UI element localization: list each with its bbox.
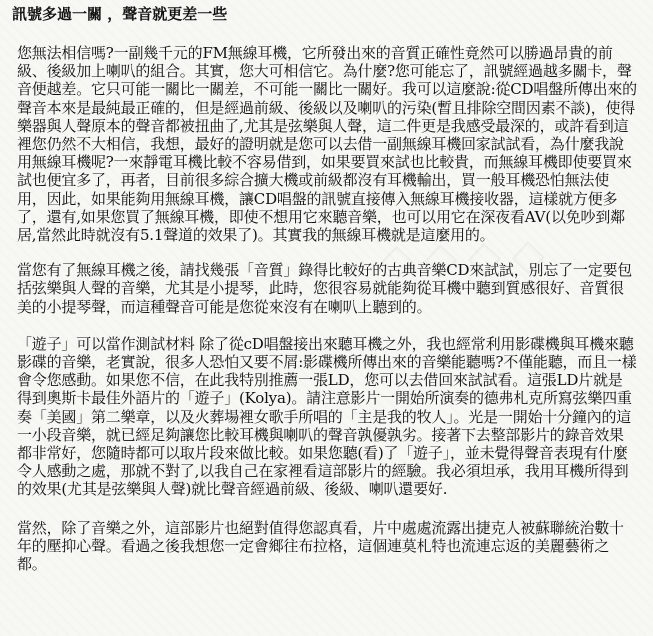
paragraph-1: 您無法相信嗎?一副幾千元的FM無線耳機，它所發出來的音質正確性竟然可以勝過昂貴的前級、後級加上喇叭的組合。其實，您大可相信它。為什麼?您可能忘了，訊號經過越多關卡，聲音便越差。它只可能一關比一關差，不可能一關比一關好。我可以這麼說:從CD唱盤所傳出來的聲音本來是最純最正確的，但是經過前級、後級以及喇叭的污染(暫且排除空間因素不談)，使得樂器與人聲原本的聲音都被扭曲了,尤其是弦樂與人聲，這二件更是我感受最深的，或許看到這裡您仍然不大相信，我想，最好的證明就是您可以去借一副無線耳機回家試試看，為什麼我說用無線耳機呢?一來靜電耳機比較不容易借到，如果要買來試也比較貴，而無線耳機即使要買來試也便宜多了，再者，目前很多綜合擴大機或前級都沒有耳機輸出，買一般耳機恐怕無法使用，因此，如果能夠用無線耳機，讓CD唱盤的訊號直接傳入無線耳機接收器，這樣就方便多了，還有,如果您買了無線耳機，即使不想用它來聽音樂，也可以用它在深夜看AV(以免吵到鄰居,當然此時就沒有5.1聲道的效果了)。其實我的無線耳機就是這麼用的。 xyxy=(17,44,637,245)
article-body xyxy=(17,44,637,573)
paragraph-2: 當您有了無線耳機之後，請找幾張「音質」錄得比較好的古典音樂CD來試試，別忘了一定要包括弦樂與人聲的音樂，尤其是小提琴，此時，您很容易就能夠從耳機中聽到質感很好、音質很美的小提琴聲，而這種聲音可能是您從來沒有在喇叭上聽到的。 xyxy=(17,261,633,316)
paragraph-4: 當然，除了音樂之外，這部影片也絕對值得您認真看，片中處處流露出捷克人被蘇聯統治數十年的壓抑心聲。看過之後我想您一定會鄉往布拉格，這個連莫札特也流連忘返的美麗藝術之都。 xyxy=(17,518,624,574)
article-title: 訊號多過一關 ，聲音就更差一些 xyxy=(12,5,228,23)
paragraph-3: 「遊子」可以當作測試材料 除了從cD唱盤接出來聽耳機之外，我也經常利用影碟機與耳機來聽影碟的音樂，老實說，很多人恐怕又要不屑:影碟機所傳出來的音樂能聽嗎?不僅能聽，而且一樣會令您感動。如果您不信，在此我特別推薦一張LD，您可以去借回來試試看。這張LD片就是得到奧斯卡最佳外語片的「遊子」(Kolya)。請注意影片一開始所演奏的德弗札克所寫弦樂四重奏「美國」第二樂章，以及火葬場裡女歌手所唱的「主是我的牧人」。光是一開始十分鐘內的這一小段音樂，就已經足夠讓您比較耳機與喇叭的聲音孰優孰劣。接著下去整部影片的錄音效果都非常好，您隨時都可以取片段來做比較。如果您聽(看)了「遊子」，並未覺得聲音表現有什麼令人感動之處，那就不對了,以我自己在家裡看這部影片的經驗。我必須坦承，我用耳機所得到的效果(尤其是弦樂與人聲)就比聲音經過前級、後級、喇叭還要好. xyxy=(17,334,637,499)
